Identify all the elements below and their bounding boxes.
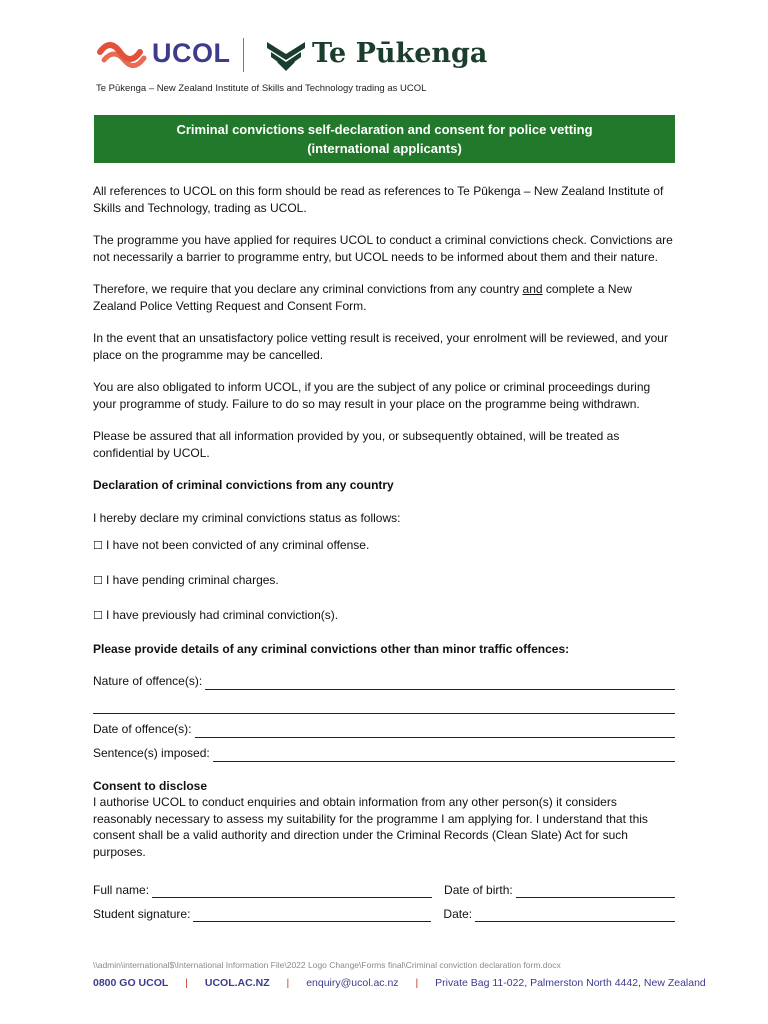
form-title-line-1: Criminal convictions self-declaration and consent for police vetting	[176, 122, 593, 137]
declaration-heading: Declaration of criminal convictions from any country	[93, 478, 394, 492]
form-body	[93, 183, 675, 922]
declaration-option-previous-convictions[interactable]	[93, 606, 675, 625]
footer-website[interactable]: UCOL.AC.NZ	[204, 977, 270, 989]
declaration-option-pending-charges[interactable]	[93, 571, 675, 590]
te-pukenga-logo-mark-icon	[265, 38, 307, 74]
footer-separator: |	[415, 977, 419, 989]
nature-of-offence-field[interactable]	[93, 666, 675, 690]
intro-paragraph-3	[93, 281, 675, 314]
footer-phone: 0800 GO UCOL	[93, 977, 169, 989]
checkbox-icon[interactable]: ☐	[93, 539, 103, 552]
date-of-birth-label: Date of birth:	[444, 882, 513, 897]
date-of-offence-field[interactable]	[93, 714, 675, 738]
document-file-path: \\admin\international$\International Information File\2022 Logo Change\Forms final\Criminal conviction declaration form.docx	[93, 960, 561, 970]
nature-of-offence-field-continued[interactable]	[93, 690, 675, 714]
option-label: I have not been convicted of any criminal offense.	[106, 538, 370, 552]
option-label: I have previously had criminal conviction(s).	[106, 608, 339, 622]
date-label: Date:	[443, 906, 473, 921]
nature-of-offence-line[interactable]	[205, 676, 675, 690]
student-signature-label: Student signature:	[93, 906, 191, 921]
ucol-logo-text: UCOL	[152, 38, 231, 68]
details-heading: Please provide details of any criminal convictions other than minor traffic offences:	[93, 642, 570, 656]
footer-email[interactable]: enquiry@ucol.ac.nz	[306, 977, 399, 989]
consent-heading: Consent to disclose	[93, 778, 208, 793]
full-name-dob-row	[93, 874, 675, 898]
te-pukenga-logo-text: Te Pūkenga	[312, 38, 488, 69]
date-of-birth-line[interactable]	[516, 884, 675, 898]
footer-address: Private Bag 11-022, Palmerston North 4442, New Zealand	[435, 977, 706, 989]
consent-text: I authorise UCOL to conduct enquiries and obtain information from any other person(s) it considers reasonably necessary to assess my suitability for the programme I am applying for. I understand that this consent shall be a valid authority and direction under the Criminal Records (Clean Slate) Act for such purposes.	[93, 795, 648, 859]
sentence-imposed-field[interactable]	[93, 738, 675, 762]
student-signature-line[interactable]	[193, 908, 431, 922]
logo-divider	[243, 38, 244, 72]
full-name-line[interactable]	[152, 884, 432, 898]
intro-paragraph-3-end: complete a New Zealand Police Vetting Request and Consent Form.	[93, 282, 632, 313]
checkbox-icon[interactable]: ☐	[93, 574, 103, 587]
sentence-imposed-label: Sentence(s) imposed:	[93, 746, 210, 760]
intro-paragraph-3-start: Therefore, we require that you declare any criminal convictions from any country	[93, 282, 523, 296]
contact-footer	[93, 977, 706, 989]
footer-separator: |	[185, 977, 188, 989]
intro-paragraph-2: The programme you have applied for requires UCOL to conduct a criminal convictions check. Convictions are not necessarily a barrier to programme entry, but UCOL needs to be informed about them and their nature.	[93, 233, 673, 264]
form-title-bar	[94, 115, 675, 163]
declaration-options	[93, 536, 675, 625]
nature-of-offence-label: Nature of offence(s):	[93, 674, 203, 688]
date-of-offence-label: Date of offence(s):	[93, 722, 192, 736]
full-name-label: Full name:	[93, 882, 150, 897]
option-label: I have pending criminal charges.	[106, 573, 279, 587]
nature-of-offence-line-2[interactable]	[93, 700, 675, 714]
intro-paragraph-1: All references to UCOL on this form should be read as references to Te Pūkenga – New Zealand Institute of Skills and Technology, trading as UCOL.	[93, 184, 664, 215]
date-of-offence-line[interactable]	[195, 724, 676, 738]
checkbox-icon[interactable]: ☐	[93, 609, 103, 622]
date-line[interactable]	[475, 908, 675, 922]
tagline: Te Pūkenga – New Zealand Institute of Skills and Technology trading as UCOL	[96, 83, 427, 94]
declaration-statement: I hereby declare my criminal convictions status as follows:	[93, 510, 401, 525]
ucol-logo-mark-icon	[96, 38, 152, 72]
declaration-option-not-convicted[interactable]	[93, 536, 675, 555]
form-title-line-2: (international applicants)	[307, 141, 462, 156]
intro-paragraph-4: In the event that an unsatisfactory police vetting result is received, your enrolment will be reviewed, and your place on the programme may be cancelled.	[93, 331, 668, 362]
intro-paragraph-6: Please be assured that all information provided by you, or subsequently obtained, will be treated as confidential by UCOL.	[93, 429, 620, 460]
intro-paragraph-3-underlined: and	[522, 282, 543, 296]
intro-paragraph-5: You are also obligated to inform UCOL, if you are the subject of any police or criminal proceedings during your programme of study. Failure to do so may result in your place on the programme being withdrawn.	[93, 380, 651, 411]
signature-date-row	[93, 898, 675, 922]
sentence-imposed-line[interactable]	[213, 748, 675, 762]
footer-separator: |	[286, 977, 290, 989]
logo-row	[96, 36, 516, 76]
